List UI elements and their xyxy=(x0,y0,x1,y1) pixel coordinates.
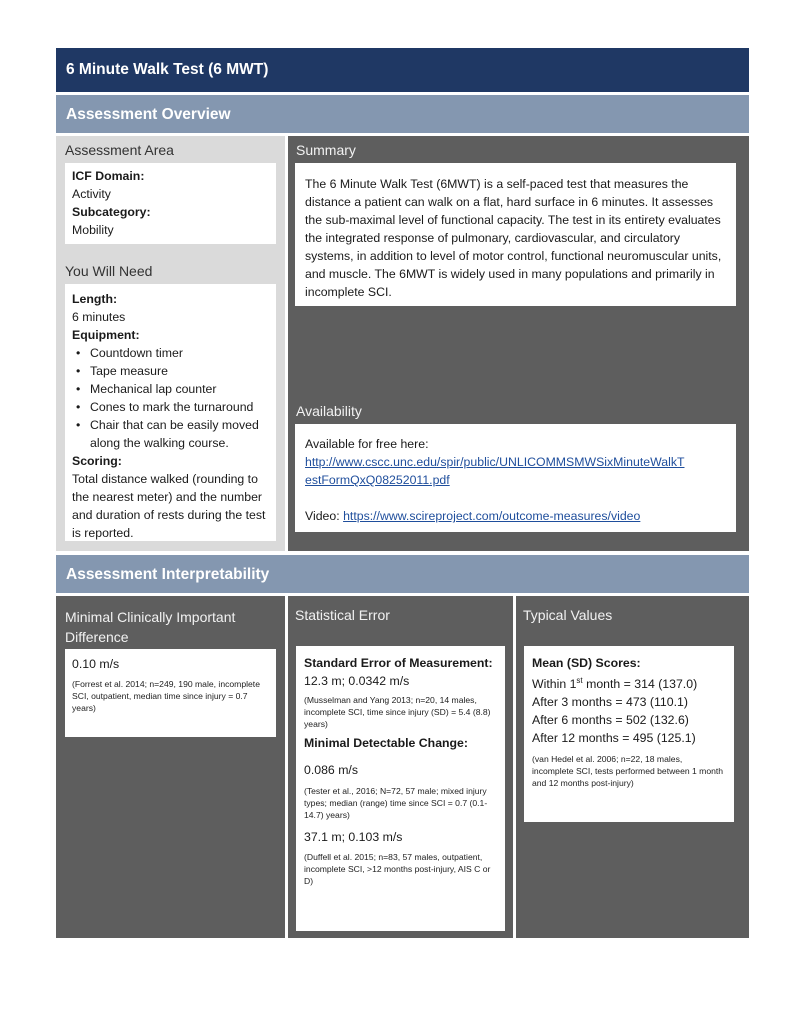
video-label: Video: xyxy=(305,509,344,523)
typical-values-box xyxy=(524,646,734,822)
mcid-heading: Minimal Clinically Important Difference xyxy=(65,609,236,645)
equipment-item: • Cones to mark the turnaround xyxy=(72,398,269,416)
typical-row-4: After 12 months = 495 (125.1) xyxy=(532,731,696,746)
length-value: 6 minutes xyxy=(72,310,126,324)
equipment-list xyxy=(72,344,269,452)
equipment-item: • Chair that can be easily moved along the walking course. xyxy=(72,416,269,452)
video-line xyxy=(305,507,726,525)
subcategory-label: Subcategory: xyxy=(72,205,151,219)
mdc-citation-2: (Duffell et al. 2015; n=83, 57 males, outpatient, incomplete SCI, >12 months post-injury, AIS C or D) xyxy=(304,852,491,886)
summary-text: The 6 Minute Walk Test (6MWT) is a self-paced test that measures the distance a patient can walk on a flat, hard surface in 6 minutes. It assesses the sub-maximal level of functional capacity. The test in its entirety evaluates the integrated response of pulmonary, cardiovascular, and circulatory systems, in addition to level of motor control, functional neuromuscular units, and muscle. The 6MWT is widely used in many populations and primarily in incomplete SCI. xyxy=(305,177,722,299)
equipment-item: • Tape measure xyxy=(72,362,269,380)
equipment-label: Equipment: xyxy=(72,328,140,342)
typical-values-heading: Typical Values xyxy=(523,607,613,623)
availability-intro: Available for free here: xyxy=(305,437,429,451)
mdc-value-1: 0.086 m/s xyxy=(304,763,358,777)
typical-row-3: After 6 months = 502 (132.6) xyxy=(532,713,689,728)
summary-column xyxy=(288,136,749,551)
mcid-box xyxy=(65,649,276,737)
mcid-value: 0.10 m/s xyxy=(72,657,120,671)
form-link-line-1: http://www.cscc.unc.edu/spir/public/UNLICOMMSMWSixMinuteWalkT xyxy=(305,455,685,469)
assessment-area-column xyxy=(56,136,285,551)
mdc-value-2: 37.1 m; 0.103 m/s xyxy=(304,830,403,844)
you-will-need-heading: You Will Need xyxy=(65,263,153,279)
icf-domain-label: ICF Domain: xyxy=(72,169,145,183)
subcategory-value: Mobility xyxy=(72,223,114,237)
scoring-value: Total distance walked (rounding to the nearest meter) and the number and duration of rests during the test is reported. xyxy=(72,472,266,540)
statistical-error-column xyxy=(288,596,513,938)
statistical-error-heading: Statistical Error xyxy=(295,607,390,623)
length-label: Length: xyxy=(72,292,118,306)
mdc-citation-1: (Tester et al., 2016; N=72, 57 male; mixed injury types; median (range) time since SCI = 0.7 (0.1-14.7) years) xyxy=(304,786,488,820)
mdc-label: Minimal Detectable Change: xyxy=(304,736,468,750)
form-link-line-2: estFormQxQ08252011.pdf xyxy=(305,473,450,487)
assessment-area-heading: Assessment Area xyxy=(65,142,174,158)
typical-values-column xyxy=(516,596,749,938)
typical-row-1: Within 1st month = 314 (137.0) xyxy=(532,676,698,692)
video-link[interactable]: https://www.scireproject.com/outcome-measures/video xyxy=(343,509,641,523)
availability-box xyxy=(295,424,736,532)
summary-heading: Summary xyxy=(296,142,356,158)
equipment-item: • Countdown timer xyxy=(72,344,269,362)
page-title: 6 Minute Walk Test (6 MWT) xyxy=(56,48,749,92)
section-header-interpretability: Assessment Interpretability xyxy=(56,555,749,593)
typical-row-2: After 3 months = 473 (110.1) xyxy=(532,695,688,710)
availability-heading: Availability xyxy=(296,403,362,419)
scoring-label: Scoring: xyxy=(72,454,122,468)
you-will-need-box xyxy=(65,284,276,541)
section-header-overview: Assessment Overview xyxy=(56,95,749,133)
form-download-link[interactable] xyxy=(305,453,726,489)
mcid-citation: (Forrest et al. 2014; n=249, 190 male, incomplete SCI, outpatient, median time since injury = 0.7 years) xyxy=(72,679,260,713)
equipment-item: • Mechanical lap counter xyxy=(72,380,269,398)
sem-label: Standard Error of Measurement: xyxy=(304,656,493,670)
mean-scores-label: Mean (SD) Scores: xyxy=(532,656,641,670)
mcid-column xyxy=(56,596,285,938)
sem-value: 12.3 m; 0.0342 m/s xyxy=(304,674,410,688)
statistical-error-box xyxy=(296,646,505,931)
icf-domain-value: Activity xyxy=(72,187,111,201)
assessment-area-box xyxy=(65,163,276,244)
typical-citation: (van Hedel et al. 2006; n=22, 18 males, incomplete SCI, tests performed between 1 month and 12 months post-injury) xyxy=(532,754,724,789)
summary-box xyxy=(295,163,736,306)
sem-citation: (Musselman and Yang 2013; n=20, 14 males, incomplete SCI, time since injury (SD) = 5.4 (8.8) years) xyxy=(304,695,491,729)
